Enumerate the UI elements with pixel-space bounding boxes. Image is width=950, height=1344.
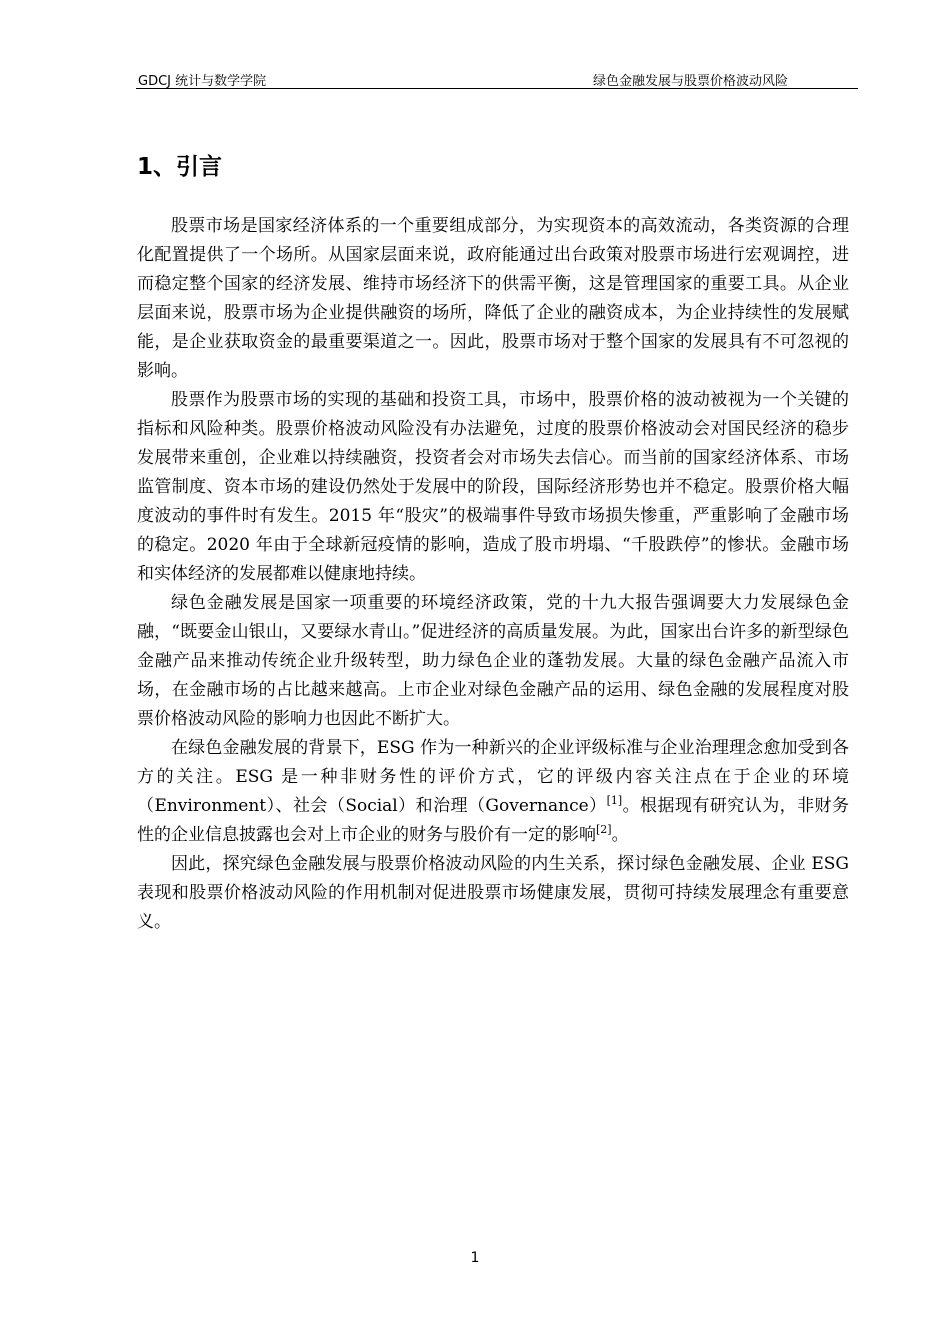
page-header — [136, 68, 858, 89]
esg-text-part-2: 。根据现有研究认为，非财务性的企业信息披露也会对上市企业的财务与股价有一定的影响 — [137, 796, 850, 845]
citation-2: [2] — [596, 823, 612, 836]
esg-text-part-3: 。 — [611, 825, 629, 845]
paragraph-green-finance: 绿色金融发展是国家一项重要的环境经济政策，党的十九大报告强调要大力发展绿色金融，“既要金山银山，又要绿水青山。”促进经济的高质量发展。为此，国家出台许多的新型绿色金融产品来推动传统企业升级转型，助力绿色企业的蓬勃发展。大量的绿色金融产品流入市场，在金融市场的占比越来越高。上市企业对绿色金融产品的运用、绿色金融的发展程度对股票价格波动风险的影响力也因此不断扩大。 — [137, 593, 849, 729]
header-institution: GDCJ 统计与数学学院 — [138, 74, 267, 89]
section-heading: 1、引言 — [137, 154, 223, 180]
paragraph-esg — [137, 734, 849, 850]
paragraph-price-volatility: 股票作为股票市场的实现的基础和投资工具，市场中，股票价格的波动被视为一个关键的指标和风险种类。股票价格波动风险没有办法避免，过度的股票价格波动会对国民经济的稳步发展带来重创，企业难以持续融资，投资者会对市场失去信心。而当前的国家经济体系、市场监管制度、资本市场的建设仍然处于发展中的阶段，国际经济形势也并不稳定。股票价格大幅度波动的事件时有发生。2015 年“股灾”的极端事件导致市场损失惨重，严重影响了金融市场的稳定。2020 年由于全球新冠疫情的影响，造成了股市坍塌、“千股跌停”的惨状。金融市场和实体经济的发展都难以健康地持续。 — [137, 390, 849, 584]
paragraph-conclusion: 因此，探究绿色金融发展与股票价格波动风险的内生关系，探讨绿色金融发展、企业 ESG 表现和股票价格波动风险的作用机制对促进股票市场健康发展，贯彻可持续发展理念有重要意义。 — [137, 854, 849, 932]
page-number: 1 — [470, 1250, 480, 1266]
citation-1: [1] — [606, 794, 623, 807]
body-text — [137, 212, 849, 937]
header-thesis-title: 绿色金融发展与股票价格波动风险 — [592, 74, 788, 89]
esg-text-part-1: 在绿色金融发展的背景下，ESG 作为一种新兴的企业评级标准与企业治理理念愈加受到各方的关注。ESG 是一种非财务性的评价方式，它的评级内容关注点在于企业的环境（Environment）、社会（Social）和治理（Governance） — [137, 738, 849, 816]
paragraph-stock-market: 股票市场是国家经济体系的一个重要组成部分，为实现资本的高效流动，各类资源的合理化配置提供了一个场所。从国家层面来说，政府能通过出台政策对股票市场进行宏观调控，进而稳定整个国家的经济发展、维持市场经济下的供需平衡，这是管理国家的重要工具。从企业层面来说，股票市场为企业提供融资的场所，降低了企业的融资成本，为企业持续性的发展赋能，是企业获取资金的最重要渠道之一。因此，股票市场对于整个国家的发展具有不可忽视的影响。 — [137, 216, 849, 381]
